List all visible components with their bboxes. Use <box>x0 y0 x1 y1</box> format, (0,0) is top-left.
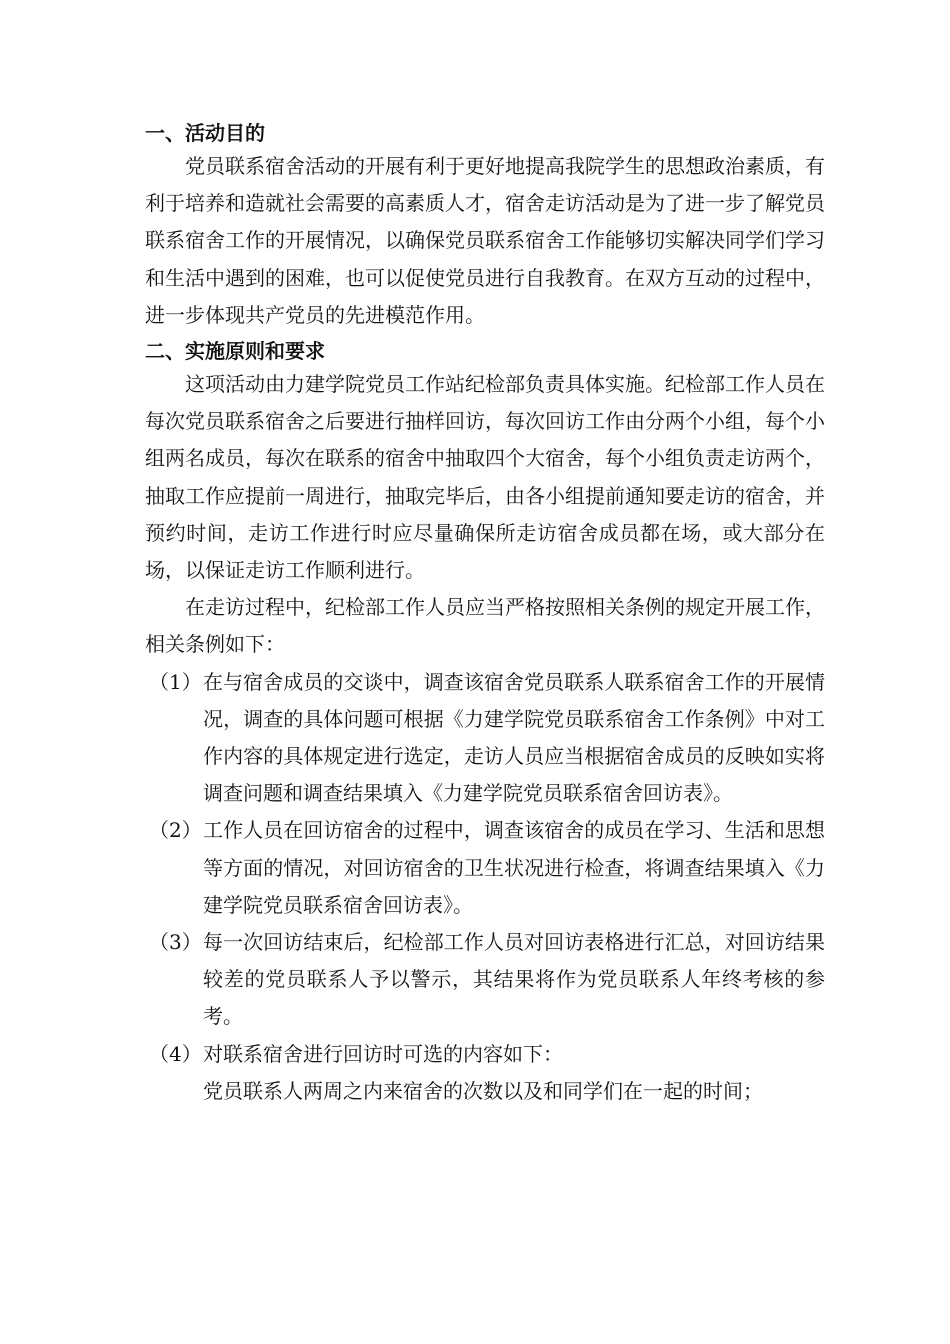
list-item <box>145 924 825 1036</box>
regulations-list <box>145 664 825 1073</box>
list-item-text: 每一次回访结束后，纪检部工作人员对回访表格进行汇总，对回访结果较差的党员联系人予以警示，其结果将作为党员联系人年终考核的参考。 <box>203 930 825 1029</box>
purpose-paragraph: 党员联系宿舍活动的开展有利于更好地提高我院学生的思想政治素质，有利于培养和造就社会需要的高素质人才，宿舍走访活动是为了进一步了解党员联系宿舍工作的开展情况，以确保党员联系宿舍工作能够切实解决同学们学习和生活中遇到的困难，也可以促使党员进行自我教育。在双方互动的过程中，进一步体现共产党员的先进模范作用。 <box>145 154 825 327</box>
list-item <box>145 812 825 924</box>
list-item-marker: （3） <box>149 930 202 955</box>
visit-content-line: 党员联系人两周之内来宿舍的次数以及和同学们在一起的时间； <box>203 1078 763 1103</box>
list-item-marker: （2） <box>149 818 202 843</box>
section-heading-principles: 二、实施原则和要求 <box>145 339 325 364</box>
section-heading-purpose: 一、活动目的 <box>145 121 265 145</box>
list-item <box>145 664 825 813</box>
list-item-marker: （4） <box>149 1041 202 1066</box>
list-item-text: 工作人员在回访宿舍的过程中，调查该宿舍的成员在学习、生活和思想等方面的情况，对回访宿舍的卫生状况进行检查，将调查结果填入《力建学院党员联系宿舍回访表》。 <box>203 818 825 917</box>
list-item <box>145 1036 825 1073</box>
document-page <box>145 118 825 1110</box>
principles-paragraph-1: 这项活动由力建学院党员工作站纪检部负责具体实施。纪检部工作人员在每次党员联系宿舍之后要进行抽样回访，每次回访工作由分两个小组，每个小组两名成员，每次在联系的宿舍中抽取四个大宿舍，每个小组负责走访两个，抽取工作应提前一周进行，抽取完毕后，由各小组提前通知要走访的宿舍，并预约时间，走访工作进行时应尽量确保所走访宿舍成员都在场，或大部分在场，以保证走访工作顺利进行。 <box>145 372 825 583</box>
list-item-marker: （1） <box>149 669 202 694</box>
list-item-text: 对联系宿舍进行回访时可选的内容如下： <box>203 1041 563 1066</box>
principles-paragraph-2: 在走访过程中，纪检部工作人员应当严格按照相关条例的规定开展工作，相关条例如下： <box>145 595 825 657</box>
list-item-text: 在与宿舍成员的交谈中，调查该宿舍党员联系人联系宿舍工作的开展情况，调查的具体问题可根据《力建学院党员联系宿舍工作条例》中对工作内容的具体规定进行选定，走访人员应当根据宿舍成员的反映如实将调查问题和调查结果填入《力建学院党员联系宿舍回访表》。 <box>203 669 825 806</box>
